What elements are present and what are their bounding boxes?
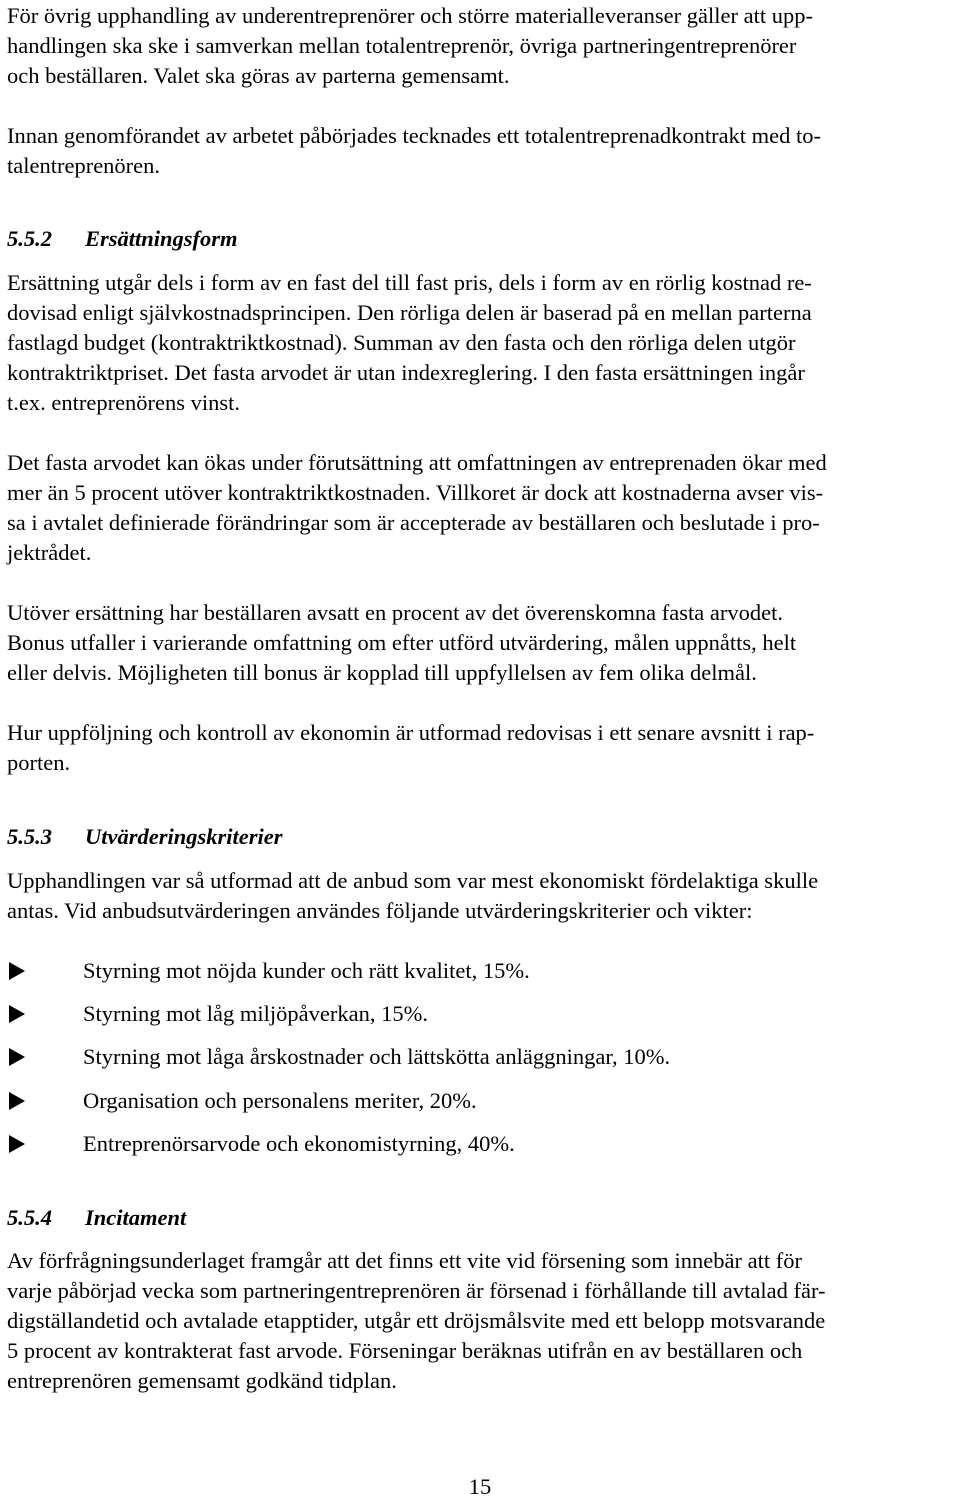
page-number: 15 bbox=[468, 1474, 492, 1499]
triangle-bullet-icon bbox=[9, 1005, 25, 1023]
heading-5-5-4 bbox=[7, 1203, 952, 1233]
paragraph-evaluation: Upphandlingen var så utformad att de anbud som var mest ekonomiskt fördelaktiga skulle antas. Vid anbudsutvärderingen användes följande utvärderingskriterier och vikter: bbox=[7, 868, 819, 923]
paragraph-procurement: För övrig upphandling av underentreprenörer och större materialleveranser gäller att upp- handlingen ska ske i samverkan mellan totalentreprenör, övriga partneringentreprenörer och beställaren. Valet ska göras av parterna gemensamt. bbox=[7, 3, 813, 88]
triangle-bullet-icon bbox=[9, 962, 25, 980]
heading-5-5-3 bbox=[7, 822, 952, 852]
triangle-bullet-icon bbox=[9, 1135, 25, 1153]
paragraph-incentive: Av förfrågningsunderlaget framgår att det finns ett vite vid försening som innebär att för varje påbörjad vecka som partneringentreprenören är försenad i förhållande till avtalad fär- digställandetid och avtalade etapptider, utgår ett dröjsmålsvite med ett belopp motsvarande 5 procent av kontrakterat fast arvode. Förseningar beräknas utifrån en av beställaren och entreprenören gemensamt godkänd tidplan. bbox=[7, 1248, 826, 1393]
section-title: Ersättningsform bbox=[85, 226, 238, 251]
section-title: Utvärderingskriterier bbox=[85, 824, 283, 849]
section-title: Incitament bbox=[85, 1205, 187, 1230]
paragraph-contract: Innan genomförandet av arbetet påbörjades tecknades ett totalentreprenadkontrakt med to- talentreprenören. bbox=[7, 123, 822, 178]
section-number: 5.5.2 bbox=[7, 226, 52, 251]
paragraph-bonus: Utöver ersättning har beställaren avsatt en procent av det överenskomna fasta arvodet. Bonus utfaller i varierande omfattning om efter utförd utvärdering, målen uppnåtts, helt eller delvis. Möjligheten till bonus är kopplad till uppfyllelsen av fem olika delmål. bbox=[7, 600, 797, 685]
triangle-bullet-icon bbox=[9, 1048, 25, 1066]
section-number: 5.5.4 bbox=[7, 1205, 52, 1230]
paragraph-fixed-fee: Det fasta arvodet kan ökas under förutsättning att omfattningen av entreprenaden ökar med mer än 5 procent utöver kontraktriktkostnaden. Villkoret är dock att kostnaderna avser vis- sa i avtalet definierade förändringar som är accepterade av beställaren och beslutade i pro- jektrådet. bbox=[7, 450, 827, 565]
triangle-bullet-icon bbox=[9, 1092, 25, 1110]
heading-5-5-2 bbox=[7, 224, 952, 254]
paragraph-compensation-form: Ersättning utgår dels i form av en fast del till fast pris, dels i form av en rörlig kostnad re- dovisad enligt självkostnadsprincipen. Den rörliga delen är baserad på en mellan parterna fastlagd budget (kontraktriktkostnad). Summan av den fasta och den rörliga delen utgör kontraktriktpriset. Det fasta arvodet är utan indexreglering. I den fasta ersättningen ingår t.ex. entreprenörens vinst. bbox=[7, 270, 812, 415]
paragraph-follow-up: Hur uppföljning och kontroll av ekonomin är utformad redovisas i ett senare avsnitt i rap- porten. bbox=[7, 720, 815, 775]
section-number: 5.5.3 bbox=[7, 824, 52, 849]
